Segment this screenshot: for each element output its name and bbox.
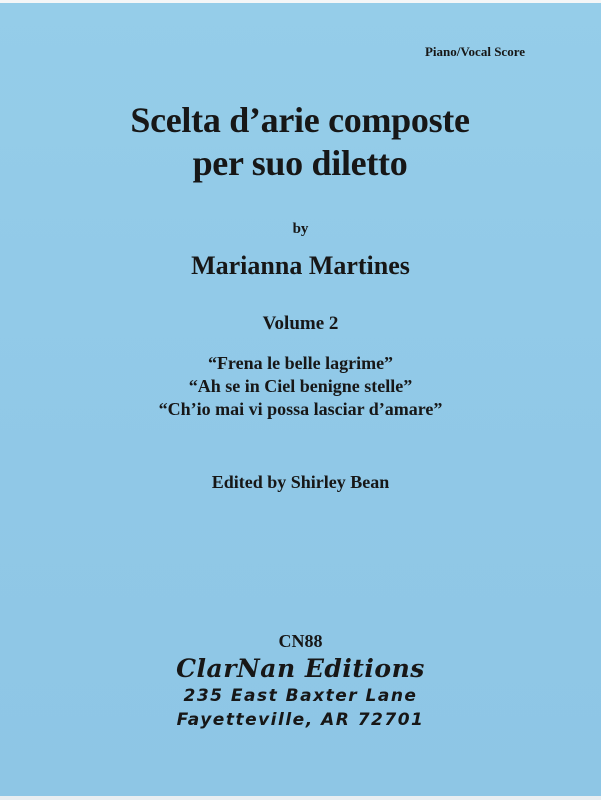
publisher-address-line-1: 235 East Baxter Lane xyxy=(183,686,418,706)
publisher-name: ClarNan Editions xyxy=(176,654,425,683)
song-list xyxy=(0,352,601,421)
composer-name: Marianna Martines xyxy=(191,251,410,280)
by-label: by xyxy=(292,221,309,237)
song-title: “Ch’io mai vi possa lasciar d’amare” xyxy=(158,399,443,419)
page-top-edge xyxy=(0,0,601,3)
catalog-number: CN88 xyxy=(278,631,323,651)
song-title: “Frena le belle lagrime” xyxy=(207,353,394,373)
title-line-2: per suo diletto xyxy=(192,143,408,183)
title-line-1: Scelta d’arie composte xyxy=(130,100,470,140)
score-type-label: Piano/Vocal Score xyxy=(424,44,525,59)
publisher-address-line-2: Fayetteville, AR 72701 xyxy=(176,710,425,730)
page-bottom-edge xyxy=(0,796,601,800)
song-title: “Ah se in Ciel benigne stelle” xyxy=(188,376,413,396)
editor-credit: Edited by Shirley Bean xyxy=(211,472,390,492)
volume-label: Volume 2 xyxy=(262,313,339,334)
